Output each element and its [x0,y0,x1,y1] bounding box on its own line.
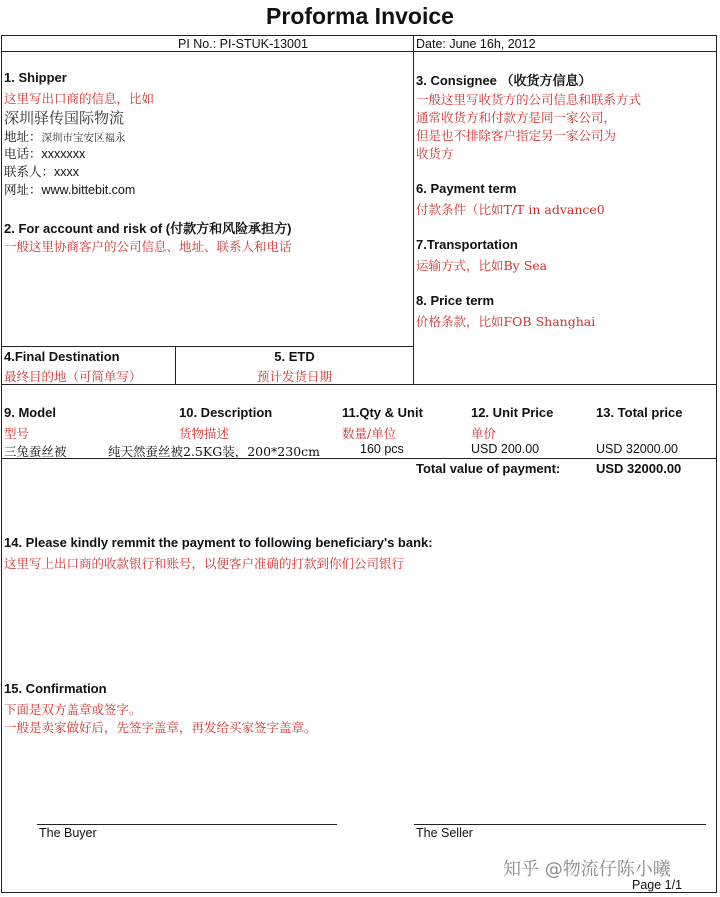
watermark: 知乎 @物流仔陈小曦 [503,859,671,880]
col-header-description: 10. Description [179,405,273,420]
etd-note: 预计发货日期 [256,369,332,384]
etd-heading: 5. ETD [274,349,315,364]
shipper-address [4,127,126,145]
page-title: Proforma Invoice [266,3,454,29]
address-label: 地址： [4,129,42,144]
account-note: 一般这里协商客户的公司信息、地址、联系人和电话 [4,239,292,254]
divider [413,35,414,384]
final-destination-note: 最终目的地（可简单写） [4,369,142,384]
consignee-heading: 3. Consignee （收货方信息） [416,73,592,88]
transportation-note: 运输方式，比如By Sea [416,258,548,273]
divider [1,384,717,385]
account-heading: 2. For account and risk of (付款方和风险承担方) [4,221,292,236]
invoice-date: Date: June 16h, 2012 [416,37,536,51]
consignee-note-2: 通常收货方和付款方是同一家公司， [416,110,617,125]
price-term-heading: 8. Price term [416,293,495,308]
consignee-note-1: 一般这里写收货方的公司信息和联系方式 [416,92,642,107]
shipper-heading: 1. Shipper [4,70,67,85]
buyer-signature-line [37,824,337,825]
col-subheader-unit-price: 单价 [471,426,497,441]
shipper-phone: 电话：xxxxxxx [4,147,86,161]
confirmation-note-2: 一般是卖家做好后，先签字盖章，再发给买家签字盖章。 [4,720,317,735]
col-subheader-qty: 数量/单位 [342,426,397,441]
total-value: USD 32000.00 [596,461,682,476]
consignee-note-3: 但是也不排除客户指定另一家公司为 [416,128,617,143]
shipper-company: 深圳驿传国际物流 [4,109,125,127]
consignee-note-4: 收货方 [416,146,454,161]
seller-signature-line [414,824,706,825]
row-model: 三兔蚕丝被 [4,444,67,459]
pi-number: PI No.: PI-STUK-13001 [178,37,308,51]
divider [1,458,717,459]
transportation-heading: 7.Transportation [416,237,518,252]
confirmation-heading: 15. Confirmation [4,681,107,696]
divider [1,346,413,347]
shipper-website: 网址：www.bittebit.com [4,183,136,197]
buyer-label: The Buyer [39,826,97,840]
total-label: Total value of payment: [416,461,561,476]
row-qty: 160 pcs [360,442,404,456]
shipper-note: 这里写出口商的信息，比如 [4,91,155,106]
row-description: 纯天然蚕丝被2.5KG装，200*230cm [108,444,321,459]
seller-label: The Seller [416,826,473,840]
page-number: Page 1/1 [632,878,683,892]
payment-term-note: 付款条件（比如T/T in advance0 [416,202,605,217]
divider [1,51,717,52]
shipper-contact: 联系人：xxxx [4,165,80,179]
confirmation-note-1: 下面是双方盖章或签字。 [4,702,142,717]
col-header-qty: 11.Qty & Unit [342,405,423,420]
final-destination-heading: 4.Final Destination [4,349,120,364]
bank-heading: 14. Please kindly remmit the payment to following beneficiary's bank: [4,535,433,550]
col-header-model: 9. Model [4,405,57,420]
row-total-price: USD 32000.00 [596,442,679,456]
row-unit-price: USD 200.00 [471,442,540,456]
address-value: 深圳市宝安区福永 [41,132,126,144]
price-term-note: 价格条款，比如FOB Shanghai [416,314,596,329]
col-header-total-price: 13. Total price [596,405,683,420]
bank-note: 这里写上出口商的收款银行和账号，以便客户准确的打款到你们公司银行 [4,556,405,571]
col-header-unit-price: 12. Unit Price [471,405,554,420]
col-subheader-model: 型号 [4,426,30,441]
payment-term-heading: 6. Payment term [416,181,517,196]
col-subheader-description: 货物描述 [179,426,230,441]
